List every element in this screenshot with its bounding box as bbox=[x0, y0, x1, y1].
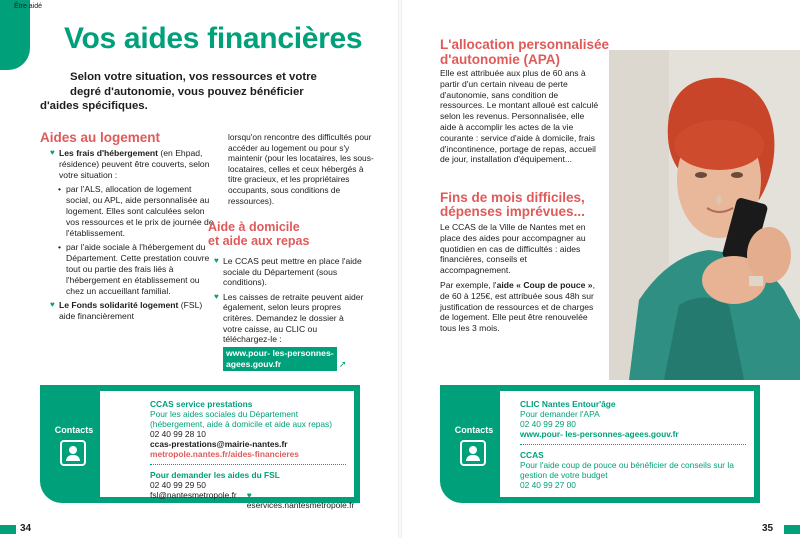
page-number-left: 34 bbox=[20, 523, 32, 534]
home-help-column bbox=[214, 256, 364, 375]
heading-line: Fins de mois difficiles, bbox=[440, 190, 585, 205]
link-line: www.pour- les-personnes- bbox=[226, 347, 334, 358]
heart-bullet-icon: ♥ bbox=[214, 256, 219, 265]
item-bold: Le Fonds solidarité logement bbox=[59, 300, 179, 311]
contact-phone: 02 40 99 27 00 bbox=[520, 480, 576, 490]
heading-line: d'autonomie (APA) bbox=[440, 51, 560, 67]
contacts-label: Contacts bbox=[454, 425, 494, 435]
list-item bbox=[50, 148, 215, 180]
contacts-text bbox=[520, 399, 746, 490]
section-tag-label: Être aidé bbox=[14, 2, 43, 10]
lodging-heading: Aides au logement bbox=[40, 130, 161, 145]
contact-website[interactable]: metropole.nantes.fr/aides-financieres bbox=[150, 449, 299, 459]
heart-icon: ♥ bbox=[246, 490, 252, 500]
page-marker bbox=[0, 525, 16, 534]
heart-bullet-icon: ♥ bbox=[50, 300, 55, 310]
lodging-column bbox=[50, 148, 215, 326]
intro-line: Selon votre situation, vos ressources et votre bbox=[70, 71, 317, 83]
heading-line: dépenses imprévues... bbox=[440, 204, 585, 219]
photo-illustration bbox=[609, 50, 800, 380]
contact-website[interactable]: www.pour- les-personnes-agees.gouv.fr bbox=[520, 429, 679, 439]
contact-website[interactable]: eservices.nantesmetropole.fr bbox=[246, 500, 355, 510]
heart-bullet-icon: ♥ bbox=[50, 148, 55, 157]
page-marker bbox=[784, 525, 800, 534]
contact-email[interactable]: ccas-prestations@mairie-nantes.fr bbox=[150, 439, 288, 449]
contact-phone: 02 40 99 29 80 bbox=[520, 419, 576, 429]
contact-org: CCAS bbox=[520, 450, 544, 460]
heading-line: L'allocation personnalisée bbox=[440, 37, 610, 52]
list-item bbox=[214, 256, 364, 288]
intro-text bbox=[40, 70, 330, 114]
contact-fsl-title: Pour demander les aides du FSL bbox=[150, 470, 280, 480]
home-help-heading bbox=[208, 220, 309, 248]
top-green-band bbox=[0, 0, 30, 70]
intro-line: d'aides spécifiques. bbox=[40, 100, 148, 112]
item-text: Les caisses de retraite peuvent aider également, selon leurs propres critères. Demandez le dossier à votre caisse, au CLIC ou téléchargez-le : bbox=[223, 291, 364, 345]
sub-list-item: • par l'ALS, allocation de logement social, ou APL, aide personnalisée au logement. Elles sont calculées selon vos ressources et le prix de journée de l'établissement. bbox=[50, 184, 215, 238]
paragraph bbox=[440, 280, 600, 334]
heading-line: Aide à domicile bbox=[208, 220, 300, 234]
contact-phone: 02 40 99 29 50 bbox=[150, 480, 206, 490]
contacts-label: Contacts bbox=[54, 425, 94, 435]
photo-elderly-woman-with-phone bbox=[609, 50, 800, 380]
page-number-right: 35 bbox=[762, 523, 774, 534]
list-item bbox=[214, 292, 364, 371]
contacts-panel bbox=[100, 391, 355, 510]
lodging-continued: lorsqu'on rencontre des difficultés pour accéder au logement ou pour s'y maintenir (pour les locataires, les sous-locataires, celles et ceux hébergés à titre gracieux, et les propriétaires occupants, sous conditions de ressources). bbox=[228, 132, 374, 206]
text-fragment: , de 60 à 125€, est attribuée sous 48h sur justification de ressources et de charges de logement. Elle peut être renouvelée tous les 3 mois. bbox=[440, 279, 595, 334]
contact-desc: Pour les aides sociales du Département (hébergement, aide à domicile et aide aux repas) bbox=[150, 409, 333, 429]
heart-icon bbox=[4, 2, 12, 10]
contacts-panel bbox=[500, 391, 754, 497]
item-text: (FSL) aide financièrement bbox=[59, 300, 203, 322]
list-item bbox=[50, 300, 215, 322]
item-bold: Les frais d'hébergement bbox=[59, 148, 158, 158]
contact-org: CCAS service prestations bbox=[150, 399, 253, 409]
heart-bullet-icon: ♥ bbox=[214, 291, 219, 301]
contacts-box-right bbox=[440, 385, 760, 503]
contact-card-icon bbox=[60, 440, 86, 466]
paragraph: Le CCAS de la Ville de Nantes met en place des aides pour accompagner au quotidien en cas de difficultés : aides financières, conseils et accompagnement. bbox=[440, 222, 586, 276]
website-link[interactable] bbox=[223, 347, 337, 371]
link-line: agees.gouv.fr bbox=[226, 358, 282, 369]
contact-email[interactable]: fsl@nantesmetropole.fr bbox=[150, 490, 237, 500]
contact-org: CLIC Nantes Entour'âge bbox=[520, 399, 616, 409]
item-text: Le CCAS peut mettre en place l'aide sociale du Département (sous conditions). bbox=[223, 256, 362, 288]
endofmonth-text bbox=[440, 222, 600, 338]
page-title: Vos aides financières bbox=[64, 22, 363, 55]
divider bbox=[520, 444, 746, 445]
apa-text: Elle est attribuée aux plus de 60 ans à partir d'un certain niveau de perte d'autonomie, sans condition de ressources. Le montant alloué est calculé selon les revenus. Personnalisée, elle aide à accomplir les actes de la vie courante : service d'aide à domicile, frais d'incontinence, portage de repas, accueil de jour, installation d'équipement... bbox=[440, 68, 599, 165]
contacts-text bbox=[150, 399, 355, 510]
contact-desc: Pour l'aide coup de pouce ou bénéficier de conseils sur la gestion de votre budget bbox=[520, 460, 734, 480]
text-fragment: Par exemple, l' bbox=[440, 279, 497, 290]
contact-card-icon bbox=[460, 440, 486, 466]
section-tag bbox=[4, 2, 42, 10]
sub-list-item: • par l'aide sociale à l'hébergement du Département. Cette prestation couvre tout ou partie des frais liés à l'hébergement en établissement ou chez un accueillant familial. bbox=[50, 242, 215, 296]
text-bold: aide « Coup de pouce » bbox=[496, 279, 593, 290]
contact-desc: Pour demander l'APA bbox=[520, 409, 600, 419]
intro-line: degré d'autonomie, vous pouvez bénéficier bbox=[70, 85, 304, 98]
page-spine bbox=[398, 0, 402, 538]
contact-phone: 02 40 99 28 10 bbox=[150, 429, 206, 439]
cursor-icon: ➚ bbox=[338, 358, 347, 369]
item-text: (en Ehpad, résidence) peuvent être couverts, selon votre situation : bbox=[59, 148, 210, 180]
divider bbox=[150, 464, 346, 465]
endofmonth-heading bbox=[440, 191, 585, 219]
contacts-box-left bbox=[40, 385, 360, 510]
apa-heading bbox=[440, 38, 609, 67]
heading-line: et aide aux repas bbox=[208, 234, 310, 248]
